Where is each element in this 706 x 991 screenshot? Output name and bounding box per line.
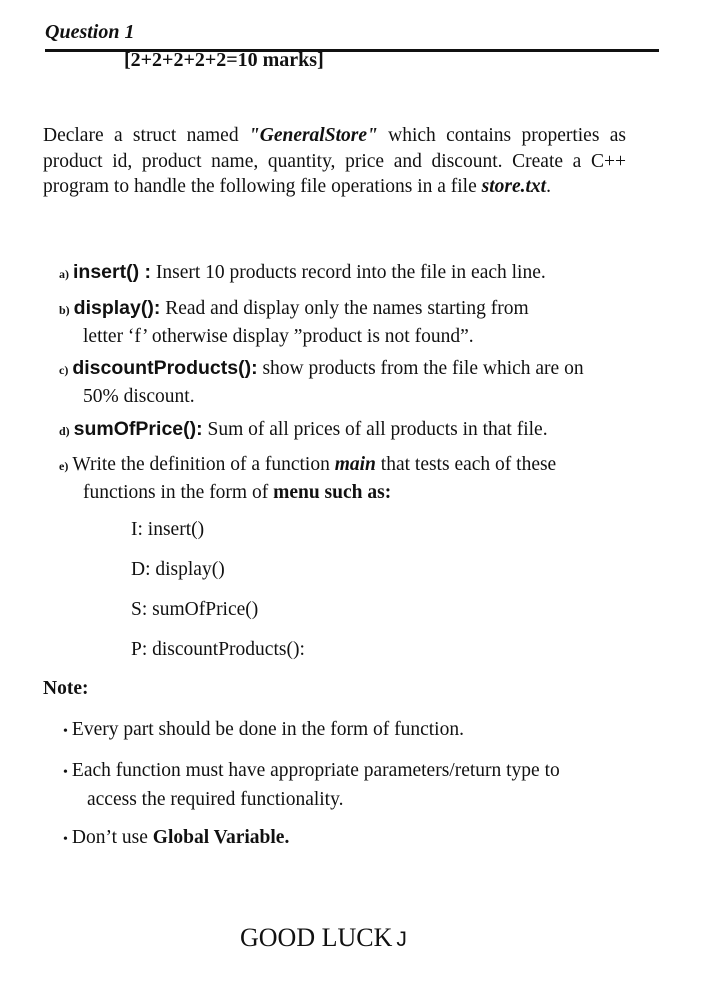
part-c-text-2: 50% discount. — [83, 385, 195, 407]
bullet-dot: • — [63, 765, 68, 780]
intro-text-1: Declare a struct named — [43, 125, 249, 146]
note-bullet-2-text-2: access the required functionality. — [87, 789, 344, 810]
part-d-func: sumOfPrice(): — [73, 418, 203, 440]
question-title: Question 1 — [45, 21, 135, 43]
good-luck-footer — [240, 923, 407, 953]
part-b — [59, 296, 626, 349]
note-heading: Note: — [43, 678, 89, 699]
part-c-func: discountProducts(): — [72, 357, 258, 379]
note-bullet-3-text: Don’t use — [71, 827, 153, 848]
intro-text-2: which contains properties as product id, product name, quantity, price and discount. Create a C++ program to handle the following file operations in a file — [43, 125, 626, 197]
part-a-func: insert() : — [73, 261, 151, 283]
part-a — [59, 260, 626, 288]
part-e-menu: menu such as: — [273, 481, 392, 503]
note-bullet-2 — [63, 757, 633, 813]
intro-text-3: . — [546, 176, 551, 197]
part-d-label: d) — [59, 424, 70, 438]
menu-insert: I: insert() — [131, 519, 205, 540]
part-b-label: b) — [59, 303, 70, 317]
part-e-text-1: Write the definition of a function — [72, 454, 335, 475]
part-c-label: c) — [59, 363, 69, 377]
intro-paragraph — [43, 123, 626, 200]
part-c — [59, 356, 626, 409]
note-bullet-1-text: Every part should be done in the form of function. — [71, 719, 464, 740]
part-b-text-1: Read and display only the names starting from — [160, 298, 529, 319]
part-c-text-1: show products from the file which are on — [257, 358, 584, 379]
note-bullet-2-text-1: Each function must have appropriate parameters/return type to — [71, 760, 560, 781]
part-e — [59, 452, 626, 505]
part-e-text-2: that tests each of these — [375, 454, 557, 475]
part-b-func: display(): — [73, 297, 161, 319]
part-d — [59, 417, 626, 445]
bullet-dot: • — [63, 724, 68, 739]
note-bullet-3 — [63, 824, 633, 853]
part-e-main: main — [334, 454, 376, 475]
part-a-text: Insert 10 products record into the file in each line. — [151, 262, 546, 283]
part-d-text: Sum of all prices of all products in that file. — [202, 419, 548, 440]
note-bullet-1 — [63, 716, 633, 745]
good-luck-text: GOOD LUCK — [240, 923, 393, 952]
part-b-text-2: letter ‘f’ otherwise display ”product is not found”. — [83, 325, 474, 347]
menu-discount-products: P: discountProducts(): — [131, 639, 305, 660]
menu-sum-of-price: S: sumOfPrice() — [131, 599, 259, 620]
menu-display: D: display() — [131, 559, 225, 580]
part-e-text-3: functions in the form of — [83, 481, 274, 503]
bullet-dot: • — [63, 832, 68, 847]
struct-name: "GeneralStore" — [248, 125, 378, 146]
file-name: store.txt — [481, 176, 547, 197]
marks-allocation: [2+2+2+2+2=10 marks] — [124, 49, 324, 71]
part-a-label: a) — [59, 267, 69, 281]
part-e-label: e) — [59, 459, 69, 473]
note-bullet-3-bold: Global Variable. — [152, 827, 290, 848]
smiley-glyph: J — [396, 928, 407, 951]
